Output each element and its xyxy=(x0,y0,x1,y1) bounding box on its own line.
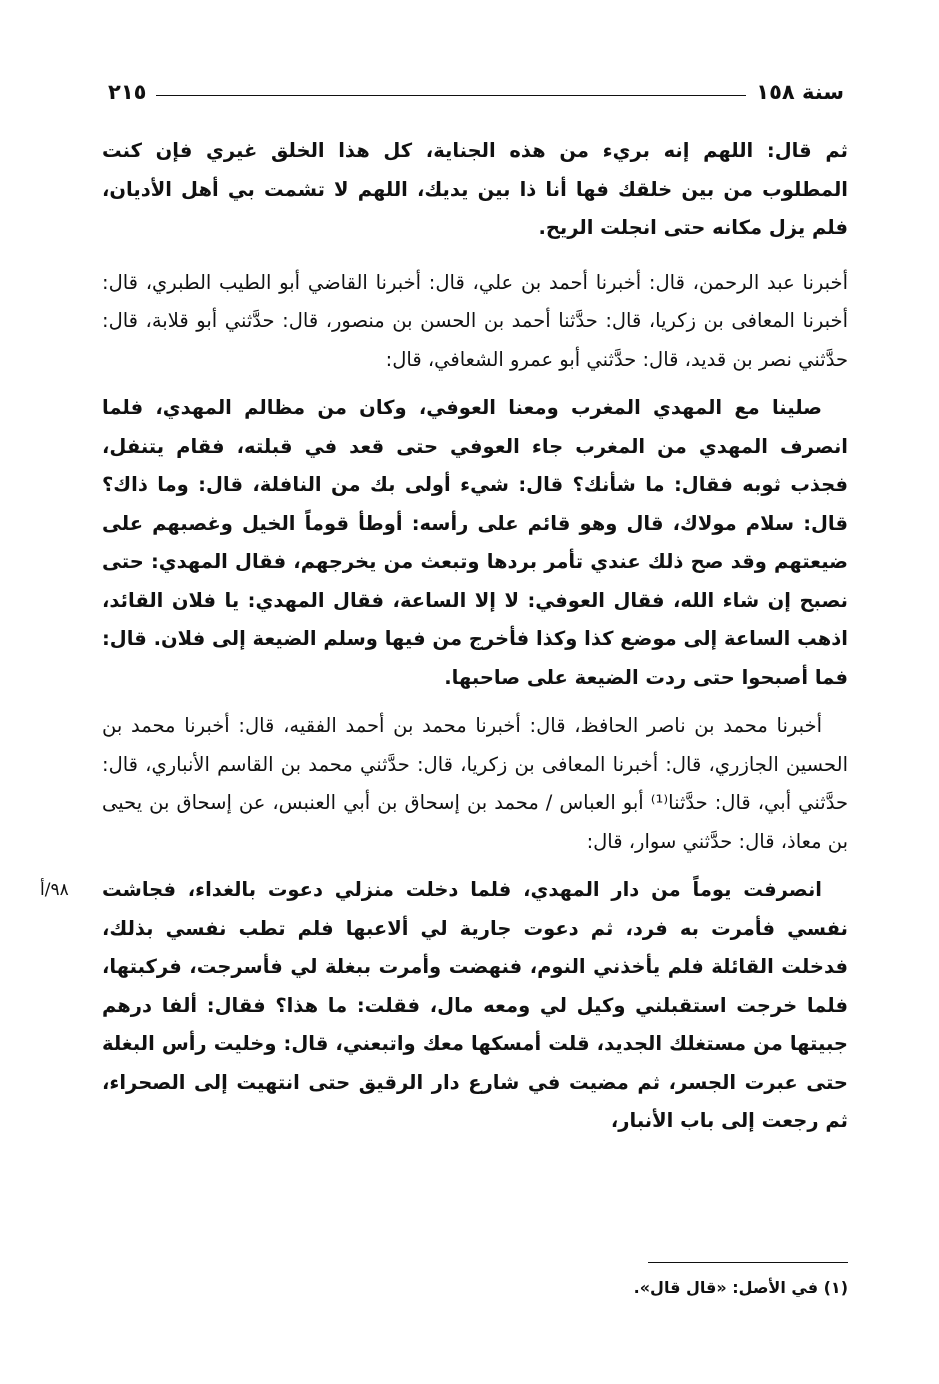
running-title: سنة ١٥٨ xyxy=(756,80,844,104)
page-number: ٢١٥ xyxy=(108,80,147,104)
paragraph-1: ثم قال: اللهم إنه بريء من هذه الجناية، كل هذا الخلق غيري فإن كنت المطلوب من بين خلقك فها أنا ذا بين يديك، اللهم لا تشمت بي أهل الأديان، فلم يزل مكانه حتى انجلت الريح. xyxy=(102,139,848,239)
footnote: (١) في الأصل: «قال قال». xyxy=(633,1278,848,1297)
paragraph-3: صلينا مع المهدي المغرب ومعنا العوفي، وكان من مظالم المهدي، فلما انصرف المهدي من المغرب جاء العوفي حتى قعد في قبلته، فقام يتنفل، فجذب ثوبه فقال: ما شأنك؟ قال: شيء أولى بك من النافلة، قال: وما ذاك؟ قال: سلام مولاك، قال وهو قائم على رأسه: أوطأ قوماً الخيل وغصبهم على ضيعتهم وقد صح ذلك عندي تأمر بردها وتبعث من يخرجهم، فقال المهدي: حتى نصبح إن شاء الله، فقال العوفي: لا إلا الساعة، فقال المهدي: يا فلان القائد، اذهب الساعة إلى موضع كذا وكذا فأخرج من فيها وسلم الضيعة إلى فلان. قال: فما أصبحوا حتى ردت الضيعة على صاحبها. xyxy=(102,396,848,689)
footnote-rule xyxy=(648,1262,848,1263)
paragraph-2-isnad: أخبرنا عبد الرحمن، قال: أخبرنا أحمد بن علي، قال: أخبرنا القاضي أبو الطيب الطبري، قال: أخبرنا المعافى بن زكريا، قال: حدَّثنا أحمد بن الحسن بن منصور، قال: حدَّثني أبو قلابة، قال: حدَّثني نصر بن قديد، قال: حدَّثني أبو عمرو الشعافي، قال: xyxy=(102,270,848,371)
marginal-folio-note: ٩٨/أ xyxy=(40,880,69,900)
page-header xyxy=(108,72,844,112)
paragraph-4-isnad: أخبرنا محمد بن ناصر الحافظ، قال: أخبرنا محمد بن أحمد الفقيه، قال: أخبرنا محمد بن الحسين الجازري، قال: أخبرنا المعافى بن زكريا، قال: حدَّثني محمد بن القاسم الأنباري، قال: حدَّثني أبي، قال: حدَّثنا⁽¹⁾ أبو العباس / محمد بن إسحاق بن أبي العنبس، عن إسحاق بن يحيى بن معاذ، قال: حدَّثني سوار، قال: xyxy=(102,714,848,853)
paragraph-5: انصرفت يوماً من دار المهدي، فلما دخلت منزلي دعوت بالغداء، فجاشت نفسي فأمرت به فرد، ثم دعوت جارية لي ألاعبها فلم تطب نفسي بذلك، فدخلت القائلة فلم يأخذني النوم، فنهضت وأمرت ببغلة لي فأسرجت، فركبتها، فلما خرجت استقبلني وكيل لي ومعه مال، فقلت: ما هذا؟ فقال: ألفا درهم جبيتها من مستغلك الجديد، قلت أمسكها معك واتبعني، قال: وخليت رأس البغلة حتى عبرت الجسر، ثم مضيت في شارع دار الرقيق حتى انتهيت إلى الصحراء، ثم رجعت إلى باب الأنبار، xyxy=(102,878,848,1132)
header-rule xyxy=(156,95,746,96)
body-text xyxy=(102,132,848,1141)
